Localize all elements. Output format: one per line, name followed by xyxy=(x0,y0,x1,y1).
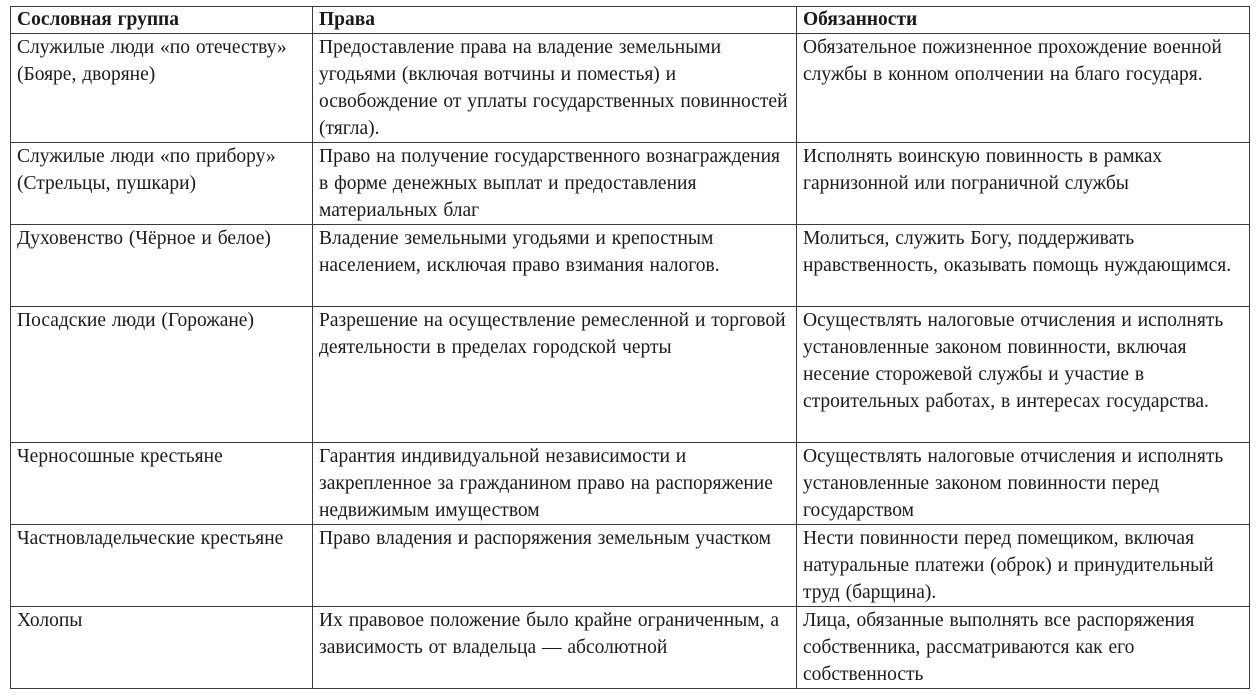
cell-group: Служилые люди «по прибору» (Стрельцы, пушкари) xyxy=(11,143,313,225)
table-row xyxy=(11,143,1250,225)
cell-duties: Лица, обязанные выполнять все распоряжения собственника, рассматриваются как его собственность xyxy=(797,607,1250,689)
header-duties: Обязанности xyxy=(797,7,1250,34)
cell-rights: Гарантия индивидуальной независимости и закрепленное за гражданином право на распоряжение недвижимым имуществом xyxy=(313,443,797,525)
cell-rights: Владение земельными угодьями и крепостным населением, исключая право взимания налогов. xyxy=(313,225,797,307)
estates-table xyxy=(10,6,1250,689)
cell-rights: Разрешение на осуществление ремесленной и торговой деятельности в пределах городской черты xyxy=(313,307,797,443)
header-estate-group: Сословная группа xyxy=(11,7,313,34)
table-row xyxy=(11,443,1250,525)
cell-rights: Право владения и распоряжения земельным участком xyxy=(313,525,797,607)
table-row xyxy=(11,34,1250,143)
cell-duties: Осуществлять налоговые отчисления и исполнять установленные законом повинности перед государством xyxy=(797,443,1250,525)
cell-group: Посадские люди (Горожане) xyxy=(11,307,313,443)
table-row xyxy=(11,225,1250,307)
cell-rights: Их правовое положение было крайне ограниченным, а зависимость от владельца — абсолютной xyxy=(313,607,797,689)
table-header-row xyxy=(11,7,1250,34)
table-row xyxy=(11,525,1250,607)
cell-group: Частновладельческие крестьяне xyxy=(11,525,313,607)
cell-group: Холопы xyxy=(11,607,313,689)
cell-group: Духовенство (Чёрное и белое) xyxy=(11,225,313,307)
cell-duties: Осуществлять налоговые отчисления и исполнять установленные законом повинности, включая несение сторожевой службы и участие в строительных работах, в интересах государства. xyxy=(797,307,1250,443)
cell-duties: Нести повинности перед помещиком, включая натуральные платежи (оброк) и принудительный труд (барщина). xyxy=(797,525,1250,607)
cell-duties: Молиться, служить Богу, поддерживать нравственность, оказывать помощь нуждающимся. xyxy=(797,225,1250,307)
table-row xyxy=(11,607,1250,689)
cell-rights: Право на получение государственного вознаграждения в форме денежных выплат и предоставления материальных благ xyxy=(313,143,797,225)
header-rights: Права xyxy=(313,7,797,34)
cell-duties: Исполнять воинскую повинность в рамках гарнизонной или пограничной службы xyxy=(797,143,1250,225)
cell-rights: Предоставление права на владение земельными угодьями (включая вотчины и поместья) и освобождение от уплаты государственных повинностей (тягла). xyxy=(313,34,797,143)
cell-group: Черносошные крестьяне xyxy=(11,443,313,525)
table-row xyxy=(11,307,1250,443)
cell-group: Служилые люди «по отечеству» (Бояре, дворяне) xyxy=(11,34,313,143)
cell-duties: Обязательное пожизненное прохождение военной службы в конном ополчении на благо государя. xyxy=(797,34,1250,143)
